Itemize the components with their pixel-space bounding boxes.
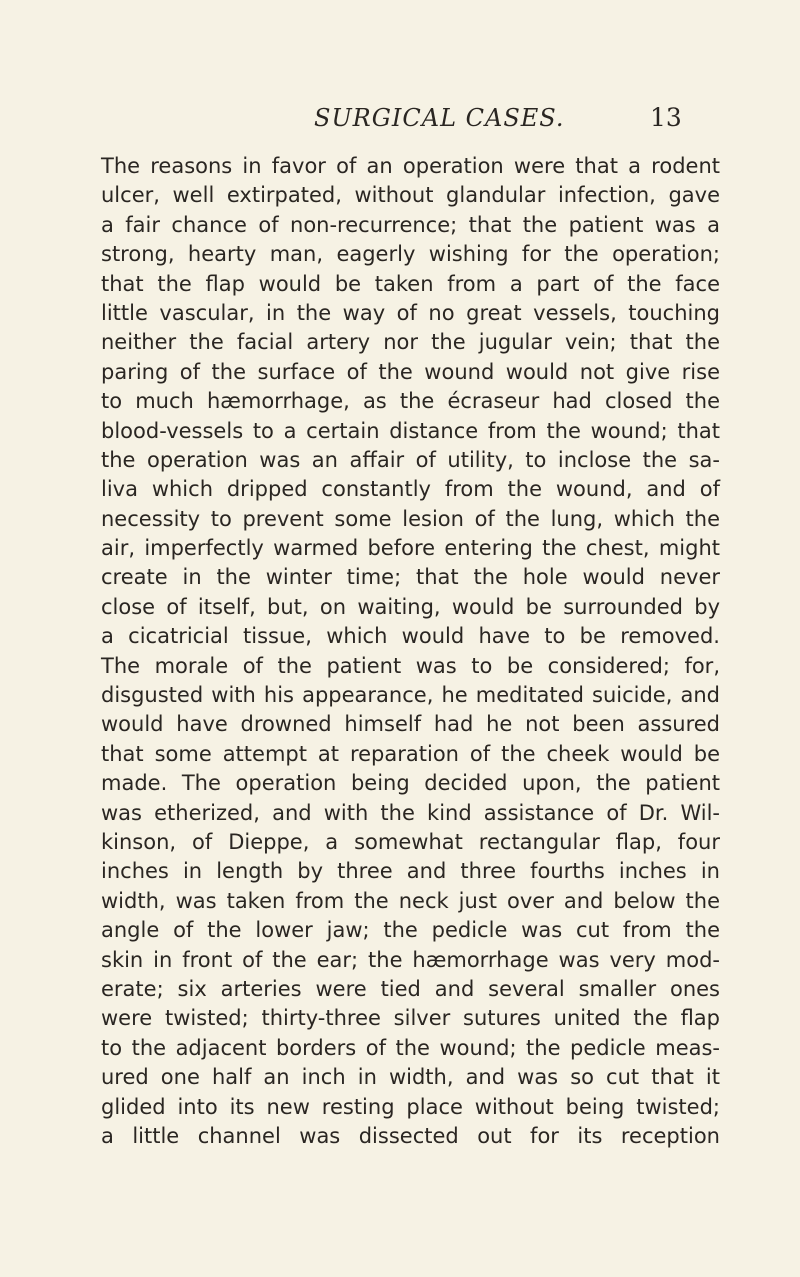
text-line: skin in front of the ear; the hæmorrhage was very mod- bbox=[101, 947, 720, 972]
running-head bbox=[107, 103, 727, 143]
text-line: to the adjacent borders of the wound; the pedicle meas- bbox=[101, 1035, 720, 1060]
text-line: the operation was an affair of utility, to inclose the sa- bbox=[101, 447, 720, 472]
text-line: ured one half an inch in width, and was so cut that it bbox=[101, 1065, 720, 1090]
text-line: blood-vessels to a certain distance from the wound; that bbox=[101, 418, 720, 443]
text-line: The morale of the patient was to be considered; for, bbox=[101, 653, 720, 678]
text-line: liva which dripped constantly from the wound, and of bbox=[101, 477, 720, 502]
text-line: to much hæmorrhage, as the écraseur had closed the bbox=[101, 389, 720, 414]
text-line: would have drowned himself had he not been assured bbox=[101, 712, 720, 737]
text-line: made. The operation being decided upon, the patient bbox=[101, 771, 720, 796]
text-line: strong, hearty man, eagerly wishing for the operation; bbox=[101, 242, 720, 267]
text-line: that the flap would be taken from a part of the face bbox=[101, 271, 720, 296]
text-line: disgusted with his appearance, he meditated suicide, and bbox=[101, 683, 720, 708]
text-line: little vascular, in the way of no great vessels, touching bbox=[101, 300, 720, 325]
text-line: glided into its new resting place without being twisted; bbox=[101, 1094, 720, 1119]
text-line: width, was taken from the neck just over and below the bbox=[101, 888, 720, 913]
text-line: that some attempt at reparation of the cheek would be bbox=[101, 741, 720, 766]
text-line: angle of the lower jaw; the pedicle was cut from the bbox=[101, 918, 720, 943]
text-line: paring of the surface of the wound would not give rise bbox=[101, 359, 720, 384]
text-line: inches in length by three and three fourths inches in bbox=[101, 859, 720, 884]
text-line: air, imperfectly warmed before entering the chest, might bbox=[101, 536, 720, 561]
text-line: a cicatricial tissue, which would have to be removed. bbox=[101, 624, 720, 649]
text-line: erate; six arteries were tied and several smaller ones bbox=[101, 976, 720, 1001]
text-line: a fair chance of non-recurrence; that the patient was a bbox=[101, 212, 720, 237]
text-line: kinson, of Dieppe, a somewhat rectangular flap, four bbox=[101, 829, 720, 854]
text-line: ulcer, well extirpated, without glandular infection, gave bbox=[101, 183, 720, 208]
text-line: neither the facial artery nor the jugular vein; that the bbox=[101, 330, 720, 355]
text-line: create in the winter time; that the hole would never bbox=[101, 565, 720, 590]
text-line: a little channel was dissected out for its reception bbox=[101, 1123, 720, 1148]
text-line: were twisted; thirty-three silver sutures united the flap bbox=[101, 1006, 720, 1031]
page-number: 13 bbox=[650, 103, 682, 132]
text-line: was etherized, and with the kind assistance of Dr. Wil- bbox=[101, 800, 720, 825]
text-line: close of itself, but, on waiting, would be surrounded by bbox=[101, 594, 720, 619]
running-head-title: SURGICAL CASES. bbox=[314, 104, 565, 132]
text-line: The reasons in favor of an operation were that a rodent bbox=[101, 154, 720, 178]
text-line: necessity to prevent some lesion of the lung, which the bbox=[101, 506, 720, 531]
body-paragraph bbox=[101, 152, 720, 1151]
